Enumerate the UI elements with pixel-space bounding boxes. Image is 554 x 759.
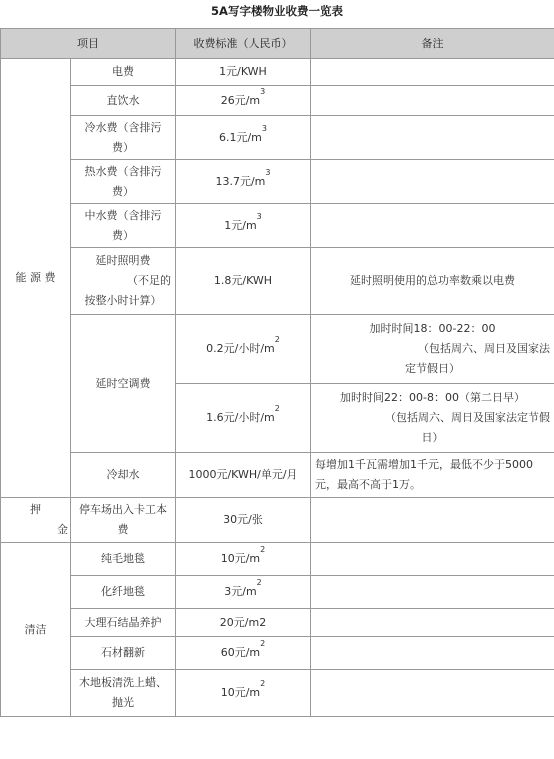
table-row bbox=[1, 453, 554, 498]
item-price bbox=[176, 204, 311, 248]
item-remark bbox=[311, 204, 554, 248]
item-remark bbox=[311, 637, 554, 670]
remark-line1: 加时时间18：00-22：00 bbox=[369, 322, 496, 335]
remark-line2: 元，最高不高于1万。 bbox=[315, 478, 421, 491]
table-row bbox=[1, 86, 554, 116]
item-name bbox=[71, 670, 176, 717]
price-value: 6.1元/m bbox=[218, 130, 262, 144]
table-row bbox=[1, 498, 554, 543]
item-name-line1: 延时照明费 bbox=[95, 254, 151, 267]
category-line2: 金 bbox=[57, 523, 68, 536]
table-row bbox=[1, 204, 554, 248]
item-name-line2: （不足的 bbox=[127, 274, 171, 287]
fee-table bbox=[0, 28, 554, 717]
item-remark bbox=[311, 609, 554, 637]
item-name bbox=[71, 160, 176, 204]
table-row bbox=[1, 248, 554, 315]
item-remark bbox=[311, 116, 554, 160]
item-price bbox=[176, 670, 311, 717]
item-remark: 延时照明使用的总功率数乘以电费 bbox=[311, 248, 554, 315]
item-price bbox=[176, 576, 311, 609]
remark-line2: （包括周六、周日及国家法定节假 bbox=[385, 411, 550, 424]
item-name: 延时空调费 bbox=[71, 315, 176, 453]
item-name-line2: 费） bbox=[112, 228, 134, 242]
item-price: 1.8元/KWH bbox=[176, 248, 311, 315]
price-sup: 2 bbox=[260, 545, 266, 554]
item-remark bbox=[311, 160, 554, 204]
item-price bbox=[176, 637, 311, 670]
item-remark bbox=[311, 315, 554, 384]
item-name: 电费 bbox=[71, 59, 176, 86]
item-name: 大理石结晶养护 bbox=[71, 609, 176, 637]
remark-line1: 加时时间22：00-8：00（第二日早） bbox=[340, 391, 525, 404]
price-sup: 3 bbox=[265, 167, 271, 177]
price-value: 13.7元/m bbox=[215, 174, 266, 188]
category-energy: 能 源 费 bbox=[1, 59, 71, 498]
price-sup: 3 bbox=[261, 123, 267, 133]
price-value: 10元/m bbox=[220, 552, 261, 565]
item-price: 1元/KWH bbox=[176, 59, 311, 86]
remark-line3: 定节假日） bbox=[405, 362, 460, 375]
price-value: 1元/m bbox=[224, 218, 257, 232]
page-title: 5A写字楼物业收费一览表 bbox=[211, 4, 343, 18]
table-row bbox=[1, 576, 554, 609]
item-remark bbox=[311, 59, 554, 86]
item-name-line2: 费） bbox=[112, 140, 134, 154]
table-row bbox=[1, 637, 554, 670]
table-row bbox=[1, 609, 554, 637]
price-sup: 2 bbox=[260, 679, 266, 688]
item-name: 石材翻新 bbox=[71, 637, 176, 670]
price-value: 10元/m bbox=[220, 686, 261, 699]
item-name-line1: 中水费（含排污 bbox=[84, 208, 162, 222]
category-line1: 押 bbox=[30, 503, 41, 516]
item-remark bbox=[311, 576, 554, 609]
category-cleaning: 清洁 bbox=[1, 543, 71, 717]
table-row bbox=[1, 670, 554, 717]
table-row bbox=[1, 59, 554, 86]
item-remark bbox=[311, 498, 554, 543]
price-sup: 2 bbox=[260, 639, 266, 648]
price-value: 60元/m bbox=[220, 646, 261, 659]
table-row bbox=[1, 315, 554, 384]
item-price: 20元/m2 bbox=[176, 609, 311, 637]
item-remark bbox=[311, 670, 554, 717]
price-sup: 3 bbox=[256, 211, 262, 221]
item-price bbox=[176, 116, 311, 160]
category-deposit bbox=[1, 498, 71, 543]
remark-line1: 每增加1千瓦需增加1千元，最低不少于5000 bbox=[315, 458, 533, 471]
price-sup: 2 bbox=[274, 404, 280, 413]
item-name bbox=[71, 204, 176, 248]
item-price bbox=[176, 543, 311, 576]
item-price bbox=[176, 160, 311, 204]
price-sup: 2 bbox=[256, 578, 262, 587]
table-header-row bbox=[1, 29, 554, 59]
remark-line2: （包括周六、周日及国家法 bbox=[418, 342, 550, 355]
price-value: 0.2元/小时/m bbox=[206, 342, 275, 355]
header-item: 项目 bbox=[1, 29, 176, 59]
price-sup: 2 bbox=[274, 335, 280, 344]
price-value: 1.6元/小时/m bbox=[206, 411, 275, 424]
item-name-line1: 冷水费（含排污 bbox=[84, 120, 162, 134]
price-value: 3元/m bbox=[224, 585, 257, 598]
item-remark bbox=[311, 453, 554, 498]
table-row bbox=[1, 116, 554, 160]
item-name-line1: 停车场出入卡工本 bbox=[79, 503, 167, 516]
table-row bbox=[1, 543, 554, 576]
item-remark bbox=[311, 86, 554, 116]
item-name bbox=[71, 116, 176, 160]
item-name-line2: 抛光 bbox=[112, 696, 134, 709]
item-name bbox=[71, 248, 176, 315]
item-price: 1000元/KWH/单元/月 bbox=[176, 453, 311, 498]
item-name-line2: 费 bbox=[117, 523, 129, 536]
table-row bbox=[1, 160, 554, 204]
item-name: 化纤地毯 bbox=[71, 576, 176, 609]
price-value: 26元/m bbox=[220, 93, 261, 107]
item-price: 30元/张 bbox=[176, 498, 311, 543]
item-price bbox=[176, 315, 311, 384]
header-remark: 备注 bbox=[311, 29, 554, 59]
item-remark bbox=[311, 543, 554, 576]
item-name: 冷却水 bbox=[71, 453, 176, 498]
item-name-line2: 费） bbox=[112, 184, 134, 198]
item-name-line1: 木地板清洗上蜡、 bbox=[79, 676, 167, 689]
header-standard: 收费标准（人民币） bbox=[176, 29, 311, 59]
item-name-line1: 热水费（含排污 bbox=[84, 164, 162, 178]
item-name bbox=[71, 498, 176, 543]
item-remark bbox=[311, 384, 554, 453]
item-price bbox=[176, 86, 311, 116]
item-name-line3: 按整小时计算） bbox=[84, 294, 162, 307]
remark-line3: 日） bbox=[421, 431, 444, 444]
item-price bbox=[176, 384, 311, 453]
item-name: 纯毛地毯 bbox=[71, 543, 176, 576]
price-sup: 3 bbox=[260, 86, 266, 96]
item-name: 直饮水 bbox=[71, 86, 176, 116]
